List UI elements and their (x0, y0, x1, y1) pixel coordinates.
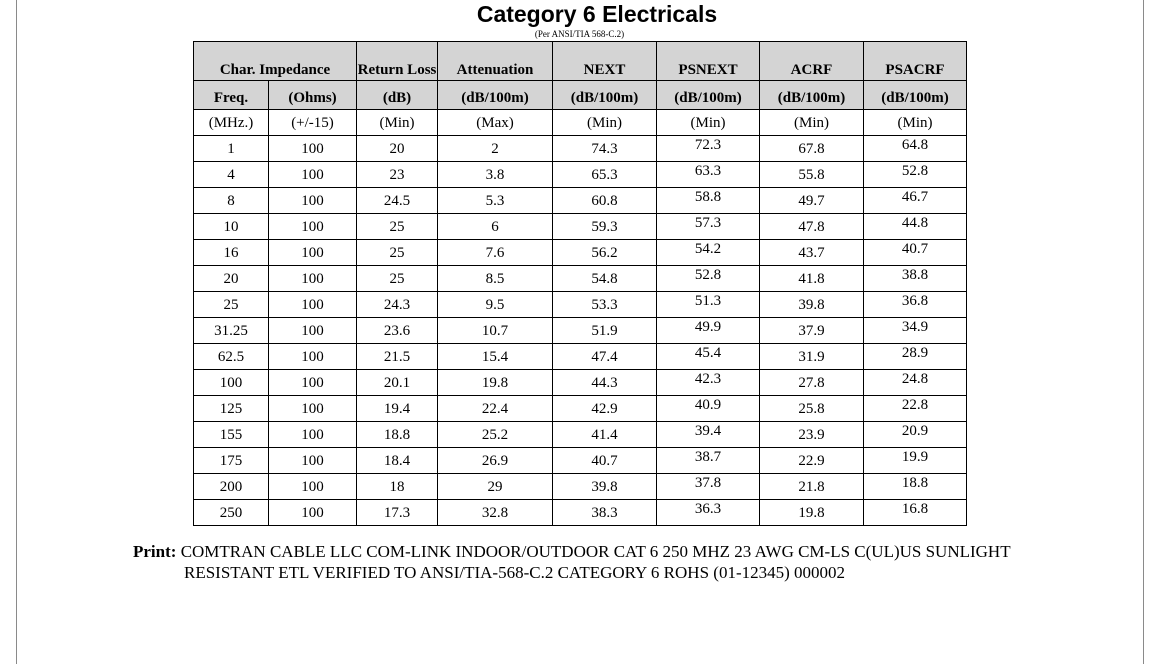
table-cell: 125 (194, 396, 269, 422)
table-cell: 25.8 (760, 396, 864, 422)
header-unit-cell: (dB/100m) (657, 81, 760, 110)
table-cell: 38.8 (864, 266, 967, 292)
table-cell: 25.2 (438, 422, 553, 448)
table-cell: 175 (194, 448, 269, 474)
table-cell: 24.3 (357, 292, 438, 318)
table-cell: 25 (357, 266, 438, 292)
print-legend-line-1 (133, 541, 1011, 562)
table-cell: 250 (194, 500, 269, 526)
table-cell: 1 (194, 136, 269, 162)
table-row (194, 240, 967, 266)
table-cell: 40.9 (657, 396, 760, 422)
table-cell: 19.9 (864, 448, 967, 474)
table-cell: 21.5 (357, 344, 438, 370)
table-cell: 17.3 (357, 500, 438, 526)
table-row (194, 422, 967, 448)
table-cell: 7.6 (438, 240, 553, 266)
table-cell: 26.9 (438, 448, 553, 474)
table-cell: 52.8 (657, 266, 760, 292)
table-cell: 20 (357, 136, 438, 162)
table-cell: 18.4 (357, 448, 438, 474)
header-unit-cell: Freq. (194, 81, 269, 110)
table-cell: 16.8 (864, 500, 967, 526)
table-cell: 63.3 (657, 162, 760, 188)
header-return-loss: Return Loss (357, 42, 438, 81)
header-unit-cell: (dB) (357, 81, 438, 110)
table-cell: 47.8 (760, 214, 864, 240)
table-cell: 100 (269, 266, 357, 292)
table-cell: 100 (269, 474, 357, 500)
table-row (194, 188, 967, 214)
table-cell: 10.7 (438, 318, 553, 344)
table-cell: 49.9 (657, 318, 760, 344)
table-cell: 43.7 (760, 240, 864, 266)
electricals-table (193, 41, 967, 526)
table-cell: 100 (269, 136, 357, 162)
header-psacrf: PSACRF (864, 42, 967, 81)
table-cell: 8 (194, 188, 269, 214)
table-cell: 6 (438, 214, 553, 240)
table-cell: 53.3 (553, 292, 657, 318)
table-cell: 58.8 (657, 188, 760, 214)
header-limit-cell: (Min) (864, 110, 967, 136)
table-cell: 54.8 (553, 266, 657, 292)
table-cell: 40.7 (553, 448, 657, 474)
table-cell: 47.4 (553, 344, 657, 370)
table-row (194, 396, 967, 422)
header-acrf: ACRF (760, 42, 864, 81)
table-cell: 100 (269, 162, 357, 188)
header-limit-cell: (Min) (657, 110, 760, 136)
table-cell: 100 (269, 214, 357, 240)
table-cell: 100 (269, 396, 357, 422)
header-limit-cell: (MHz.) (194, 110, 269, 136)
header-limit-cell: (Min) (357, 110, 438, 136)
table-row (194, 136, 967, 162)
table-cell: 31.9 (760, 344, 864, 370)
header-unit-cell: (dB/100m) (438, 81, 553, 110)
table-cell: 100 (269, 448, 357, 474)
table-cell: 2 (438, 136, 553, 162)
table-cell: 20 (194, 266, 269, 292)
table-cell: 62.5 (194, 344, 269, 370)
table-cell: 4 (194, 162, 269, 188)
table-cell: 25 (194, 292, 269, 318)
table-cell: 18.8 (864, 474, 967, 500)
table-cell: 16 (194, 240, 269, 266)
table-cell: 15.4 (438, 344, 553, 370)
table-cell: 49.7 (760, 188, 864, 214)
table-cell: 25 (357, 214, 438, 240)
table-cell: 54.2 (657, 240, 760, 266)
table-cell: 31.25 (194, 318, 269, 344)
table-cell: 20.1 (357, 370, 438, 396)
table-cell: 19.4 (357, 396, 438, 422)
table-cell: 19.8 (438, 370, 553, 396)
header-unit-cell: (dB/100m) (760, 81, 864, 110)
page-edge-right (1143, 0, 1144, 664)
header-psnext: PSNEXT (657, 42, 760, 81)
table-cell: 65.3 (553, 162, 657, 188)
table-cell: 41.8 (760, 266, 864, 292)
table-cell: 32.8 (438, 500, 553, 526)
table-cell: 44.3 (553, 370, 657, 396)
table-cell: 52.8 (864, 162, 967, 188)
header-unit-cell: (dB/100m) (864, 81, 967, 110)
table-cell: 22.4 (438, 396, 553, 422)
table-cell: 25 (357, 240, 438, 266)
table-cell: 22.9 (760, 448, 864, 474)
table-cell: 46.7 (864, 188, 967, 214)
header-unit-cell: (dB/100m) (553, 81, 657, 110)
table-cell: 27.8 (760, 370, 864, 396)
table-cell: 36.8 (864, 292, 967, 318)
table-cell: 56.2 (553, 240, 657, 266)
table-cell: 20.9 (864, 422, 967, 448)
table-row (194, 474, 967, 500)
table-cell: 24.8 (864, 370, 967, 396)
header-limit-cell: (Max) (438, 110, 553, 136)
table-cell: 19.8 (760, 500, 864, 526)
table-row (194, 318, 967, 344)
table-cell: 45.4 (657, 344, 760, 370)
table-cell: 51.9 (553, 318, 657, 344)
header-next: NEXT (553, 42, 657, 81)
table-cell: 100 (269, 500, 357, 526)
table-cell: 8.5 (438, 266, 553, 292)
table-cell: 42.9 (553, 396, 657, 422)
table-cell: 41.4 (553, 422, 657, 448)
print-text-line-1: COMTRAN CABLE LLC COM-LINK INDOOR/OUTDOOR CAT 6 250 MHZ 23 AWG CM-LS C(UL)US SUNLIGHT (180, 542, 1011, 561)
table-cell: 23.9 (760, 422, 864, 448)
header-limit-cell: (Min) (760, 110, 864, 136)
table-cell: 39.8 (553, 474, 657, 500)
table-cell: 100 (269, 188, 357, 214)
table-cell: 200 (194, 474, 269, 500)
table-cell: 42.3 (657, 370, 760, 396)
page-title: Category 6 Electricals (476, 1, 718, 27)
table-cell: 28.9 (864, 344, 967, 370)
table-cell: 24.5 (357, 188, 438, 214)
table-row (194, 344, 967, 370)
table-cell: 40.7 (864, 240, 967, 266)
table-row (194, 448, 967, 474)
header-row-groups (194, 42, 967, 81)
table-cell: 37.9 (760, 318, 864, 344)
table-cell: 38.7 (657, 448, 760, 474)
table-cell: 60.8 (553, 188, 657, 214)
print-label: Print: (133, 542, 177, 561)
table-cell: 23.6 (357, 318, 438, 344)
header-unit-cell: (Ohms) (269, 81, 357, 110)
header-char-impedance: Char. Impedance (194, 42, 357, 81)
header-limit-cell: (+/-15) (269, 110, 357, 136)
table-cell: 38.3 (553, 500, 657, 526)
page-edge-left (16, 0, 17, 664)
table-row (194, 162, 967, 188)
table-cell: 100 (194, 370, 269, 396)
table-cell: 10 (194, 214, 269, 240)
header-row-limits (194, 110, 967, 136)
table-row (194, 500, 967, 526)
table-row (194, 292, 967, 318)
table-cell: 29 (438, 474, 553, 500)
print-text-line-2: RESISTANT ETL VERIFIED TO ANSI/TIA-568-C.2 CATEGORY 6 ROHS (01-12345) 000002 (184, 563, 846, 582)
table-cell: 100 (269, 292, 357, 318)
table-cell: 100 (269, 370, 357, 396)
table-cell: 57.3 (657, 214, 760, 240)
table-cell: 100 (269, 240, 357, 266)
table-cell: 67.8 (760, 136, 864, 162)
table-cell: 51.3 (657, 292, 760, 318)
table-row (194, 266, 967, 292)
table-cell: 18 (357, 474, 438, 500)
table-cell: 5.3 (438, 188, 553, 214)
table-cell: 34.9 (864, 318, 967, 344)
table-cell: 21.8 (760, 474, 864, 500)
table-row (194, 370, 967, 396)
table-cell: 22.8 (864, 396, 967, 422)
table-cell: 100 (269, 344, 357, 370)
table-cell: 64.8 (864, 136, 967, 162)
header-attenuation: Attenuation (438, 42, 553, 81)
header-row-units (194, 81, 967, 110)
table-cell: 55.8 (760, 162, 864, 188)
table-body (194, 136, 967, 526)
table-cell: 44.8 (864, 214, 967, 240)
table-cell: 3.8 (438, 162, 553, 188)
table-cell: 37.8 (657, 474, 760, 500)
table-cell: 72.3 (657, 136, 760, 162)
table-cell: 74.3 (553, 136, 657, 162)
table-cell: 9.5 (438, 292, 553, 318)
table-cell: 18.8 (357, 422, 438, 448)
table-cell: 23 (357, 162, 438, 188)
table-cell: 100 (269, 422, 357, 448)
header-limit-cell: (Min) (553, 110, 657, 136)
table-cell: 39.8 (760, 292, 864, 318)
table-cell: 36.3 (657, 500, 760, 526)
table-cell: 39.4 (657, 422, 760, 448)
page-subtitle: (Per ANSI/TIA 568-C.2) (534, 29, 625, 39)
table-cell: 155 (194, 422, 269, 448)
table-cell: 59.3 (553, 214, 657, 240)
table-cell: 100 (269, 318, 357, 344)
table-row (194, 214, 967, 240)
